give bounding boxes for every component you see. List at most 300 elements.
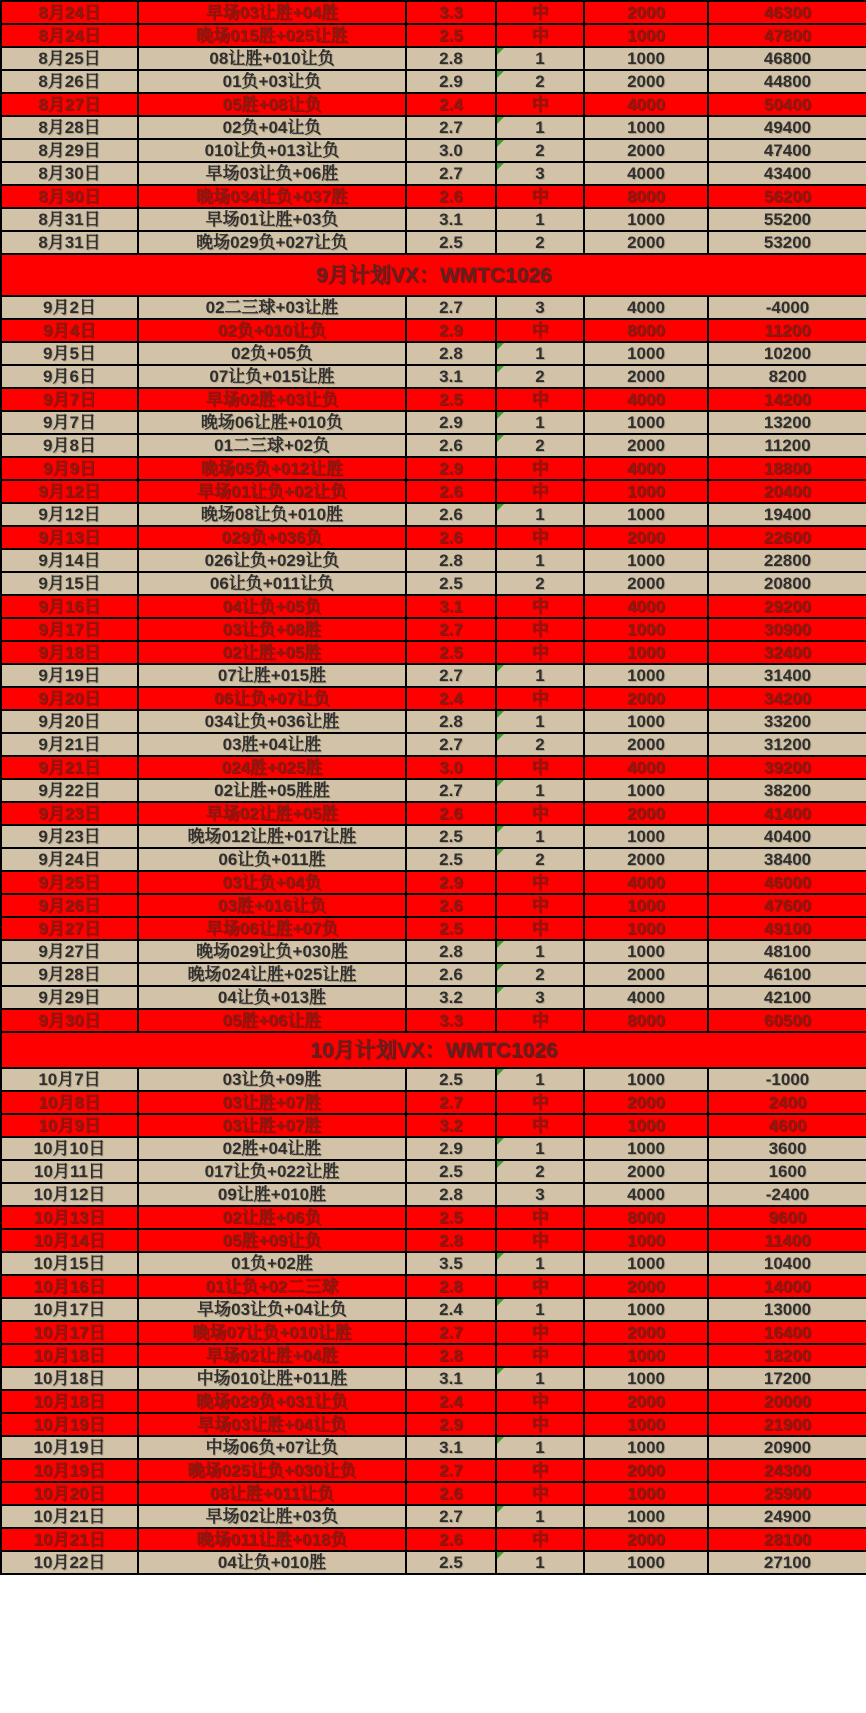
- cell-plan: [138, 342, 406, 365]
- cell-balance: [708, 549, 866, 572]
- plan-value: 晚场025让负+030让负: [187, 1461, 357, 1480]
- cell-plan: [138, 185, 406, 208]
- cell-odds: [406, 1298, 496, 1321]
- stake-value: 1000: [627, 1139, 665, 1158]
- balance-value: 11200: [764, 436, 811, 455]
- stake-value: 2000: [627, 1530, 665, 1549]
- cell-result: [496, 457, 584, 480]
- result-value: 1: [535, 1139, 545, 1158]
- cell-odds: [406, 733, 496, 756]
- cell-date: [1, 1137, 138, 1160]
- odds-value: 3.2: [439, 988, 463, 1007]
- result-value: 1: [535, 712, 545, 731]
- date-value: 9月12日: [38, 505, 101, 524]
- cell-result: [496, 641, 584, 664]
- cell-balance: [708, 1252, 866, 1275]
- result-value: 1: [535, 1369, 545, 1388]
- result-value: 1: [535, 1438, 545, 1457]
- date-value: 9月20日: [38, 689, 101, 708]
- cell-date: [1, 1009, 138, 1032]
- cell-odds: [406, 549, 496, 572]
- odds-value: 2.6: [439, 482, 463, 501]
- comment-marker-icon: [497, 964, 504, 971]
- cell-date: [1, 1, 138, 24]
- cell-balance: [708, 526, 866, 549]
- cell-stake: [584, 1206, 708, 1229]
- balance-value: 56200: [763, 187, 812, 206]
- date-value: 8月24日: [38, 26, 101, 45]
- cell-plan: [138, 1206, 406, 1229]
- balance-value: 22600: [763, 528, 812, 547]
- balance-value: 40400: [763, 827, 812, 846]
- plan-value: 03让负+09胜: [222, 1070, 322, 1089]
- balance-value: 60500: [763, 1011, 812, 1030]
- cell-plan: [138, 319, 406, 342]
- cell-balance: [708, 687, 866, 710]
- date-value: 9月4日: [43, 321, 96, 340]
- result-value: 中: [531, 873, 549, 892]
- cell-odds: [406, 1321, 496, 1344]
- cell-plan: [138, 434, 406, 457]
- stake-value: 2000: [627, 436, 665, 455]
- odds-value: 2.5: [439, 850, 463, 869]
- table-row: [1, 595, 866, 618]
- table-row: [1, 1183, 866, 1206]
- odds-value: 2.6: [439, 1530, 463, 1549]
- cell-date: [1, 710, 138, 733]
- cell-plan: [138, 162, 406, 185]
- comment-marker-icon: [497, 1299, 504, 1306]
- result-value: 1: [535, 551, 545, 570]
- plan-value: 01负+02胜: [231, 1254, 313, 1273]
- table-row: [1, 116, 866, 139]
- stake-value: 4000: [627, 459, 665, 478]
- cell-stake: [584, 116, 708, 139]
- result-value: 2: [535, 850, 545, 869]
- table-row: [1, 1275, 866, 1298]
- odds-value: 2.7: [439, 666, 463, 685]
- stake-value: 2000: [627, 528, 665, 547]
- cell-balance: [708, 986, 866, 1009]
- cell-odds: [406, 825, 496, 848]
- cell-result: [496, 1137, 584, 1160]
- cell-date: [1, 1505, 138, 1528]
- table-row: [1, 70, 866, 93]
- table-row: [1, 457, 866, 480]
- balance-value: 24300: [763, 1461, 812, 1480]
- stake-value: 1000: [627, 620, 665, 639]
- date-value: 9月23日: [38, 827, 101, 846]
- cell-plan: [138, 1137, 406, 1160]
- comment-marker-icon: [497, 48, 504, 55]
- stake-value: 2000: [627, 574, 665, 593]
- plan-value: 06让负+011胜: [218, 850, 326, 869]
- cell-result: [496, 1390, 584, 1413]
- cell-plan: [138, 1252, 406, 1275]
- plan-value: 晚场015胜+025让胜: [196, 26, 348, 45]
- cell-date: [1, 917, 138, 940]
- plan-value: 晚场029负+027让负: [196, 233, 348, 252]
- cell-result: [496, 208, 584, 231]
- cell-result: [496, 618, 584, 641]
- plan-value: 晚场029负+031让负: [196, 1392, 348, 1411]
- odds-value: 2.6: [439, 187, 463, 206]
- plan-value: 017让负+022让胜: [204, 1162, 340, 1181]
- result-value: 中: [531, 321, 549, 340]
- date-value: 9月30日: [38, 1011, 101, 1030]
- table-row: [1, 503, 866, 526]
- table-row: [1, 1413, 866, 1436]
- plan-value: 024胜+025胜: [221, 758, 323, 777]
- cell-balance: [708, 1367, 866, 1390]
- cell-plan: [138, 1390, 406, 1413]
- stake-value: 1000: [627, 551, 665, 570]
- cell-balance: [708, 1206, 866, 1229]
- balance-value: 27100: [763, 1553, 812, 1572]
- result-value: 中: [531, 620, 549, 639]
- table-row: [1, 1321, 866, 1344]
- plan-value: 早场01让胜+03负: [205, 210, 339, 229]
- balance-value: 1600: [768, 1162, 807, 1181]
- table-row: [1, 1459, 866, 1482]
- cell-plan: [138, 641, 406, 664]
- odds-value: 2.5: [439, 1208, 463, 1227]
- cell-balance: [708, 1137, 866, 1160]
- cell-balance: [708, 1459, 866, 1482]
- stake-value: 2000: [627, 3, 665, 22]
- cell-balance: [708, 411, 866, 434]
- table-row: [1, 231, 866, 254]
- stake-value: 1000: [627, 781, 665, 800]
- cell-balance: [708, 1321, 866, 1344]
- plan-value: 早场03让胜+04让负: [197, 1415, 347, 1434]
- cell-stake: [584, 342, 708, 365]
- cell-balance: [708, 618, 866, 641]
- cell-plan: [138, 1551, 406, 1574]
- cell-date: [1, 1367, 138, 1390]
- cell-balance: [708, 319, 866, 342]
- cell-date: [1, 779, 138, 802]
- cell-date: [1, 1321, 138, 1344]
- cell-plan: [138, 1275, 406, 1298]
- cell-plan: [138, 1068, 406, 1091]
- cell-balance: [708, 139, 866, 162]
- odds-value: 2.9: [439, 1139, 463, 1158]
- cell-date: [1, 319, 138, 342]
- cell-date: [1, 208, 138, 231]
- cell-balance: [708, 70, 866, 93]
- balance-value: 20900: [763, 1438, 812, 1457]
- cell-plan: [138, 940, 406, 963]
- result-value: 中: [531, 482, 549, 501]
- cell-odds: [406, 917, 496, 940]
- comment-marker-icon: [497, 343, 504, 350]
- balance-value: 28100: [763, 1530, 812, 1549]
- cell-result: [496, 802, 584, 825]
- cell-odds: [406, 208, 496, 231]
- odds-value: 2.5: [439, 1070, 463, 1089]
- odds-value: 3.1: [439, 367, 463, 386]
- cell-stake: [584, 986, 708, 1009]
- stake-value: 1000: [627, 1300, 665, 1319]
- result-value: 2: [535, 141, 545, 160]
- odds-value: 2.7: [439, 1461, 463, 1480]
- balance-value: 33200: [763, 712, 812, 731]
- cell-odds: [406, 434, 496, 457]
- date-value: 9月25日: [38, 873, 101, 892]
- balance-value: 9600: [768, 1208, 807, 1227]
- cell-balance: [708, 1505, 866, 1528]
- cell-date: [1, 572, 138, 595]
- cell-stake: [584, 93, 708, 116]
- odds-value: 2.4: [439, 1300, 463, 1319]
- cell-plan: [138, 480, 406, 503]
- date-value: 10月13日: [33, 1208, 106, 1227]
- result-value: 1: [535, 344, 545, 363]
- cell-date: [1, 388, 138, 411]
- stake-value: 4000: [627, 758, 665, 777]
- plan-value: 01负+03让负: [222, 72, 322, 91]
- table-row: [1, 1367, 866, 1390]
- cell-result: [496, 848, 584, 871]
- cell-stake: [584, 1390, 708, 1413]
- cell-stake: [584, 139, 708, 162]
- date-value: 9月28日: [38, 965, 101, 984]
- result-value: 1: [535, 1254, 545, 1273]
- plan-value: 晚场034让负+037胜: [196, 187, 348, 206]
- cell-result: [496, 1206, 584, 1229]
- result-value: 2: [535, 965, 545, 984]
- result-value: 中: [531, 1011, 549, 1030]
- cell-stake: [584, 963, 708, 986]
- cell-result: [496, 595, 584, 618]
- stake-value: 1000: [627, 942, 665, 961]
- cell-result: [496, 139, 584, 162]
- stake-value: 8000: [627, 1208, 665, 1227]
- cell-result: [496, 185, 584, 208]
- cell-stake: [584, 825, 708, 848]
- cell-result: [496, 1091, 584, 1114]
- cell-balance: [708, 664, 866, 687]
- cell-date: [1, 1413, 138, 1436]
- cell-balance: [708, 940, 866, 963]
- cell-result: [496, 388, 584, 411]
- odds-value: 2.7: [439, 1093, 463, 1112]
- cell-date: [1, 139, 138, 162]
- stake-value: 1000: [627, 712, 665, 731]
- cell-date: [1, 595, 138, 618]
- date-value: 9月7日: [43, 413, 96, 432]
- odds-value: 2.5: [439, 1162, 463, 1181]
- cell-plan: [138, 503, 406, 526]
- cell-balance: [708, 848, 866, 871]
- odds-value: 3.2: [439, 1116, 463, 1135]
- balance-value: 25900: [763, 1484, 812, 1503]
- stake-value: 2000: [627, 72, 665, 91]
- cell-stake: [584, 1160, 708, 1183]
- cell-plan: [138, 1344, 406, 1367]
- plan-value: 09让胜+010胜: [217, 1185, 327, 1204]
- plan-value: 02负+05负: [231, 344, 313, 363]
- cell-odds: [406, 572, 496, 595]
- cell-odds: [406, 1, 496, 24]
- cell-result: [496, 1459, 584, 1482]
- balance-value: 10400: [763, 1254, 812, 1273]
- plan-value: 早场02让胜+04胜: [205, 1346, 339, 1365]
- cell-date: [1, 1275, 138, 1298]
- cell-plan: [138, 1367, 406, 1390]
- cell-stake: [584, 185, 708, 208]
- section-header: 10月计划VX：WMTC1026: [1, 1032, 866, 1068]
- date-value: 8月27日: [38, 95, 101, 114]
- plan-value: 早场02让胜+03负: [205, 1507, 339, 1526]
- plan-value: 03胜+016让负: [217, 896, 327, 915]
- cell-stake: [584, 365, 708, 388]
- cell-odds: [406, 457, 496, 480]
- plan-value: 03让负+08胜: [222, 620, 322, 639]
- cell-balance: [708, 917, 866, 940]
- cell-stake: [584, 208, 708, 231]
- cell-stake: [584, 411, 708, 434]
- date-value: 9月6日: [43, 367, 96, 386]
- cell-date: [1, 296, 138, 319]
- stake-value: 1000: [627, 1484, 665, 1503]
- cell-plan: [138, 1183, 406, 1206]
- date-value: 10月8日: [38, 1093, 101, 1112]
- result-value: 2: [535, 574, 545, 593]
- table-row: [1, 1160, 866, 1183]
- cell-odds: [406, 1275, 496, 1298]
- plan-value: 05胜+08让负: [222, 95, 322, 114]
- date-value: 8月30日: [38, 164, 101, 183]
- date-value: 10月19日: [33, 1438, 106, 1457]
- cell-result: [496, 871, 584, 894]
- cell-odds: [406, 1459, 496, 1482]
- cell-stake: [584, 1137, 708, 1160]
- plan-value: 04让负+010胜: [217, 1553, 327, 1572]
- balance-value: 42100: [763, 988, 812, 1007]
- balance-value: 46000: [763, 873, 812, 892]
- cell-balance: [708, 1482, 866, 1505]
- odds-value: 2.7: [439, 620, 463, 639]
- plan-value: 中场010让胜+011胜: [196, 1369, 348, 1388]
- cell-stake: [584, 687, 708, 710]
- cell-odds: [406, 871, 496, 894]
- cell-odds: [406, 480, 496, 503]
- date-value: 10月16日: [33, 1277, 106, 1296]
- plan-value: 01让负+02二三球: [205, 1277, 339, 1296]
- cell-balance: [708, 1551, 866, 1574]
- stake-value: 1000: [627, 1116, 665, 1135]
- cell-balance: [708, 963, 866, 986]
- cell-stake: [584, 572, 708, 595]
- cell-plan: [138, 24, 406, 47]
- plan-value: 03让胜+07胜: [222, 1093, 322, 1112]
- result-value: 中: [531, 26, 549, 45]
- result-value: 中: [531, 1346, 549, 1365]
- cell-balance: [708, 457, 866, 480]
- cell-result: [496, 1229, 584, 1252]
- balance-value: 18200: [763, 1346, 812, 1365]
- cell-odds: [406, 319, 496, 342]
- cell-stake: [584, 1344, 708, 1367]
- stake-value: 1000: [627, 505, 665, 524]
- odds-value: 3.1: [439, 210, 463, 229]
- cell-date: [1, 162, 138, 185]
- table-row: [1, 296, 866, 319]
- odds-value: 2.9: [439, 321, 463, 340]
- odds-value: 3.3: [439, 3, 463, 22]
- result-value: 中: [531, 459, 549, 478]
- cell-result: [496, 1436, 584, 1459]
- cell-result: [496, 162, 584, 185]
- cell-stake: [584, 1321, 708, 1344]
- date-value: 10月7日: [38, 1070, 101, 1089]
- balance-value: 13000: [763, 1300, 812, 1319]
- plan-value: 晚场024让胜+025让胜: [187, 965, 357, 984]
- odds-value: 2.7: [439, 118, 463, 137]
- result-value: 2: [535, 367, 545, 386]
- cell-result: [496, 411, 584, 434]
- stake-value: 1000: [627, 919, 665, 938]
- cell-stake: [584, 733, 708, 756]
- cell-odds: [406, 1344, 496, 1367]
- balance-value: 48100: [763, 942, 812, 961]
- result-value: 中: [531, 3, 549, 22]
- cell-date: [1, 1528, 138, 1551]
- cell-result: [496, 710, 584, 733]
- comment-marker-icon: [497, 1161, 504, 1168]
- table-row: [1, 1229, 866, 1252]
- odds-value: 2.7: [439, 735, 463, 754]
- balance-value: 49100: [763, 919, 812, 938]
- balance-value: 46100: [763, 965, 812, 984]
- stake-value: 1000: [627, 1346, 665, 1365]
- table-row: [1, 756, 866, 779]
- cell-odds: [406, 595, 496, 618]
- plan-value: 01二三球+02负: [214, 436, 330, 455]
- cell-plan: [138, 1413, 406, 1436]
- balance-value: 11200: [764, 321, 811, 340]
- cell-plan: [138, 756, 406, 779]
- cell-odds: [406, 342, 496, 365]
- plan-value: 03胜+04让胜: [222, 735, 322, 754]
- odds-value: 2.9: [439, 873, 463, 892]
- table-row: [1, 1009, 866, 1032]
- plan-value: 02负+04让负: [222, 118, 322, 137]
- plan-value: 02二三球+03让胜: [205, 298, 339, 317]
- cell-result: [496, 940, 584, 963]
- date-value: 9月27日: [38, 942, 101, 961]
- result-value: 中: [531, 1530, 549, 1549]
- date-value: 9月19日: [38, 666, 101, 685]
- table-row: [1, 664, 866, 687]
- cell-balance: [708, 231, 866, 254]
- odds-value: 2.5: [439, 26, 463, 45]
- cell-date: [1, 457, 138, 480]
- stake-value: 2000: [627, 367, 665, 386]
- date-value: 9月17日: [38, 620, 101, 639]
- stake-value: 2000: [627, 1093, 665, 1112]
- balance-value: 31400: [763, 666, 812, 685]
- result-value: 1: [535, 413, 545, 432]
- cell-date: [1, 1436, 138, 1459]
- table-row: [1, 940, 866, 963]
- cell-date: [1, 434, 138, 457]
- cell-result: [496, 1505, 584, 1528]
- cell-date: [1, 1229, 138, 1252]
- odds-value: 2.5: [439, 827, 463, 846]
